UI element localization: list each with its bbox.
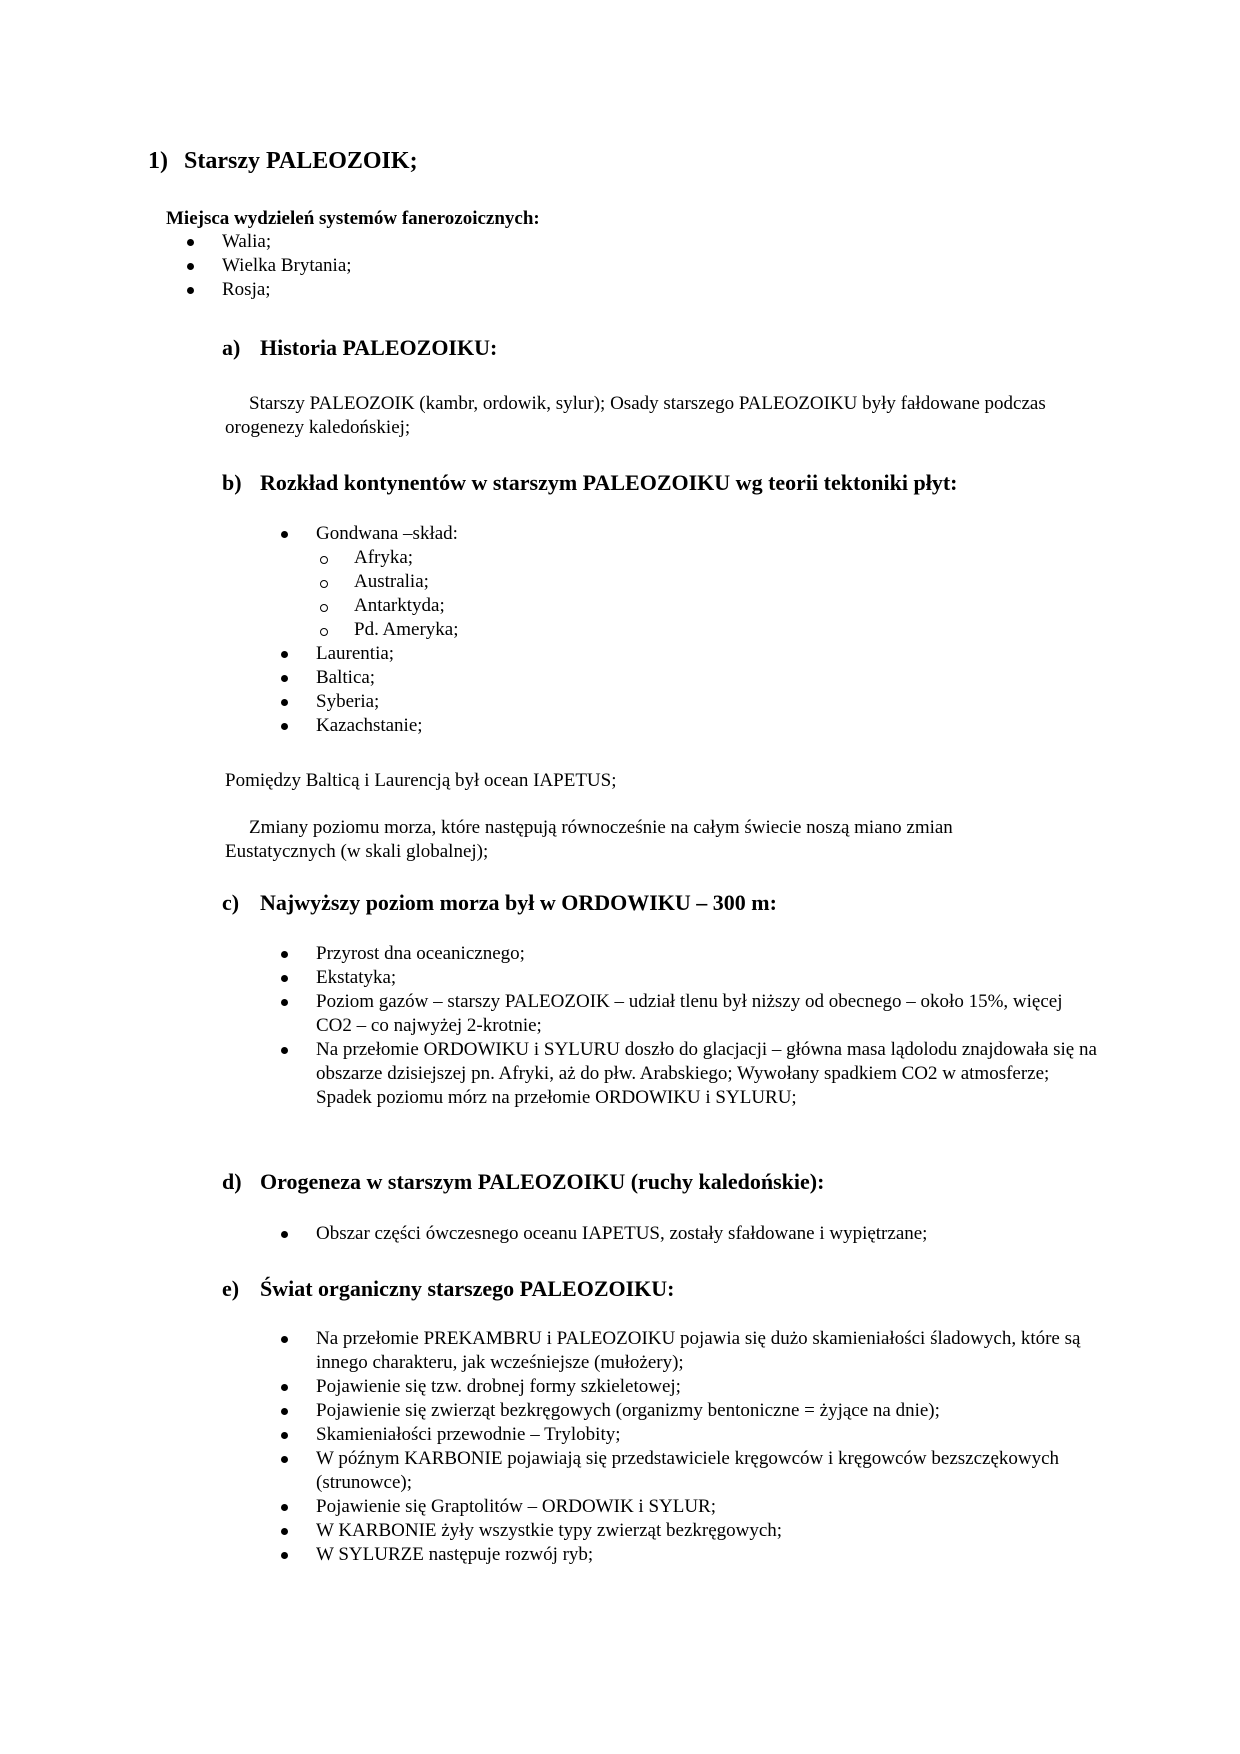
list-item: Pojawienie się zwierząt bezkręgowych (organizmy bentoniczne = żyjące na dnie);	[278, 1399, 1098, 1423]
gondwana-sublist	[316, 546, 1078, 642]
heading-number: 1)	[148, 148, 168, 174]
bullet-icon	[281, 1504, 288, 1511]
list-item: Skamieniałości przewodnie – Trylobity;	[278, 1423, 1098, 1447]
circle-bullet-icon	[320, 628, 328, 636]
list-item: W SYLURZE następuje rozwój ryb;	[278, 1543, 1098, 1567]
list-item: Pojawienie się tzw. drobnej formy szkieletowej;	[278, 1375, 1098, 1399]
list-item: W KARBONIE żyły wszystkie typy zwierząt bezkręgowych;	[278, 1519, 1098, 1543]
continents-list	[278, 522, 1078, 738]
orogeny-list	[278, 1222, 1098, 1246]
bullet-icon	[281, 531, 288, 538]
list-item: Rosja;	[184, 278, 884, 302]
list-item: Baltica;	[278, 666, 1078, 690]
iapetus-note: Pomiędzy Balticą i Laurencją był ocean IAPETUS;	[225, 770, 617, 791]
main-heading	[148, 146, 418, 176]
list-item: Gondwana –skład: Afryka; Australia; Antarktyda; Pd. Ameryka;	[278, 522, 1078, 642]
sublist-item: Afryka;	[316, 546, 1078, 570]
section-a-heading: a) Historia PALEOZOIKU:	[222, 335, 498, 360]
section-d-heading: d) Orogeneza w starszym PALEOZOIKU (ruchy kaledońskie):	[222, 1169, 825, 1194]
bullet-icon	[281, 1432, 288, 1439]
list-item: Obszar części ówczesnego oceanu IAPETUS, zostały sfałdowane i wypiętrzane;	[278, 1222, 1098, 1246]
bullet-icon	[281, 1336, 288, 1343]
bullet-icon	[187, 239, 194, 246]
bullet-icon	[281, 1552, 288, 1559]
list-item: Walia;	[184, 230, 884, 254]
list-item: Ekstatyka;	[278, 966, 1098, 990]
circle-bullet-icon	[320, 604, 328, 612]
eustatic-note: Zmiany poziomu morza, które następują równocześnie na całym świecie noszą miano zmian Eustatycznych (w skali globalnej);	[225, 817, 953, 862]
sublist-item: Australia;	[316, 570, 1078, 594]
bullet-icon	[281, 1384, 288, 1391]
circle-bullet-icon	[320, 580, 328, 588]
section-c-heading: c) Najwyższy poziom morza był w ORDOWIKU – 300 m:	[222, 890, 777, 915]
bullet-icon	[281, 1231, 288, 1238]
bullet-icon	[187, 263, 194, 270]
section-a-paragraph: Starszy PALEOZOIK (kambr, ordowik, sylur); Osady starszego PALEOZOIKU były fałdowane podczas orogenezy kaledońskiej;	[225, 393, 1046, 438]
sea-level-list	[278, 942, 1098, 1110]
bullet-icon	[281, 723, 288, 730]
list-item: Kazachstanie;	[278, 714, 1078, 738]
list-item: Wielka Brytania;	[184, 254, 884, 278]
list-item: Poziom gazów – starszy PALEOZOIK – udział tlenu był niższy od obecnego – około 15%, więcej CO2 – co najwyżej 2-krotnie;	[278, 990, 1098, 1038]
list-item: Laurentia;	[278, 642, 1078, 666]
bullet-icon	[281, 951, 288, 958]
bullet-icon	[281, 1528, 288, 1535]
bullet-icon	[281, 1047, 288, 1054]
list-item: Na przełomie ORDOWIKU i SYLURU doszło do glacjacji – główna masa lądolodu znajdowała się na obszarze dzisiejszej pn. Afryki, aż do płw. Arabskiego; Wywołany spadkiem CO2 w atmosferze; Spadek poziomu mórz na przełomie ORDOWIKU i SYLURU;	[278, 1038, 1098, 1110]
bullet-icon	[281, 675, 288, 682]
list-item: W późnym KARBONIE pojawiają się przedstawiciele kręgowców i kręgowców bezszczękowych (strunowce);	[278, 1447, 1098, 1495]
section-b-heading: b) Rozkład kontynentów w starszym PALEOZOIKU wg teorii tektoniki płyt:	[222, 470, 958, 495]
sublist-item: Antarktyda;	[316, 594, 1078, 618]
bullet-icon	[281, 1456, 288, 1463]
heading-text: Starszy PALEOZOIK;	[184, 148, 418, 174]
sublist-item: Pd. Ameryka;	[316, 618, 1078, 642]
circle-bullet-icon	[320, 556, 328, 564]
bullet-icon	[281, 975, 288, 982]
list-item: Pojawienie się Graptolitów – ORDOWIK i SYLUR;	[278, 1495, 1098, 1519]
list-item: Na przełomie PREKAMBRU i PALEOZOIKU pojawia się dużo skamieniałości śladowych, które są innego charakteru, jak wcześniejsze (mułożery);	[278, 1327, 1098, 1375]
places-label: Miejsca wydzieleń systemów fanerozoicznych:	[166, 208, 540, 229]
list-item: Syberia;	[278, 690, 1078, 714]
places-list	[184, 230, 884, 302]
bullet-icon	[281, 651, 288, 658]
bullet-icon	[281, 999, 288, 1006]
bullet-icon	[281, 699, 288, 706]
organic-world-list	[278, 1327, 1098, 1567]
bullet-icon	[281, 1408, 288, 1415]
bullet-icon	[187, 287, 194, 294]
section-e-heading: e) Świat organiczny starszego PALEOZOIKU:	[222, 1276, 675, 1301]
list-item: Przyrost dna oceanicznego;	[278, 942, 1098, 966]
